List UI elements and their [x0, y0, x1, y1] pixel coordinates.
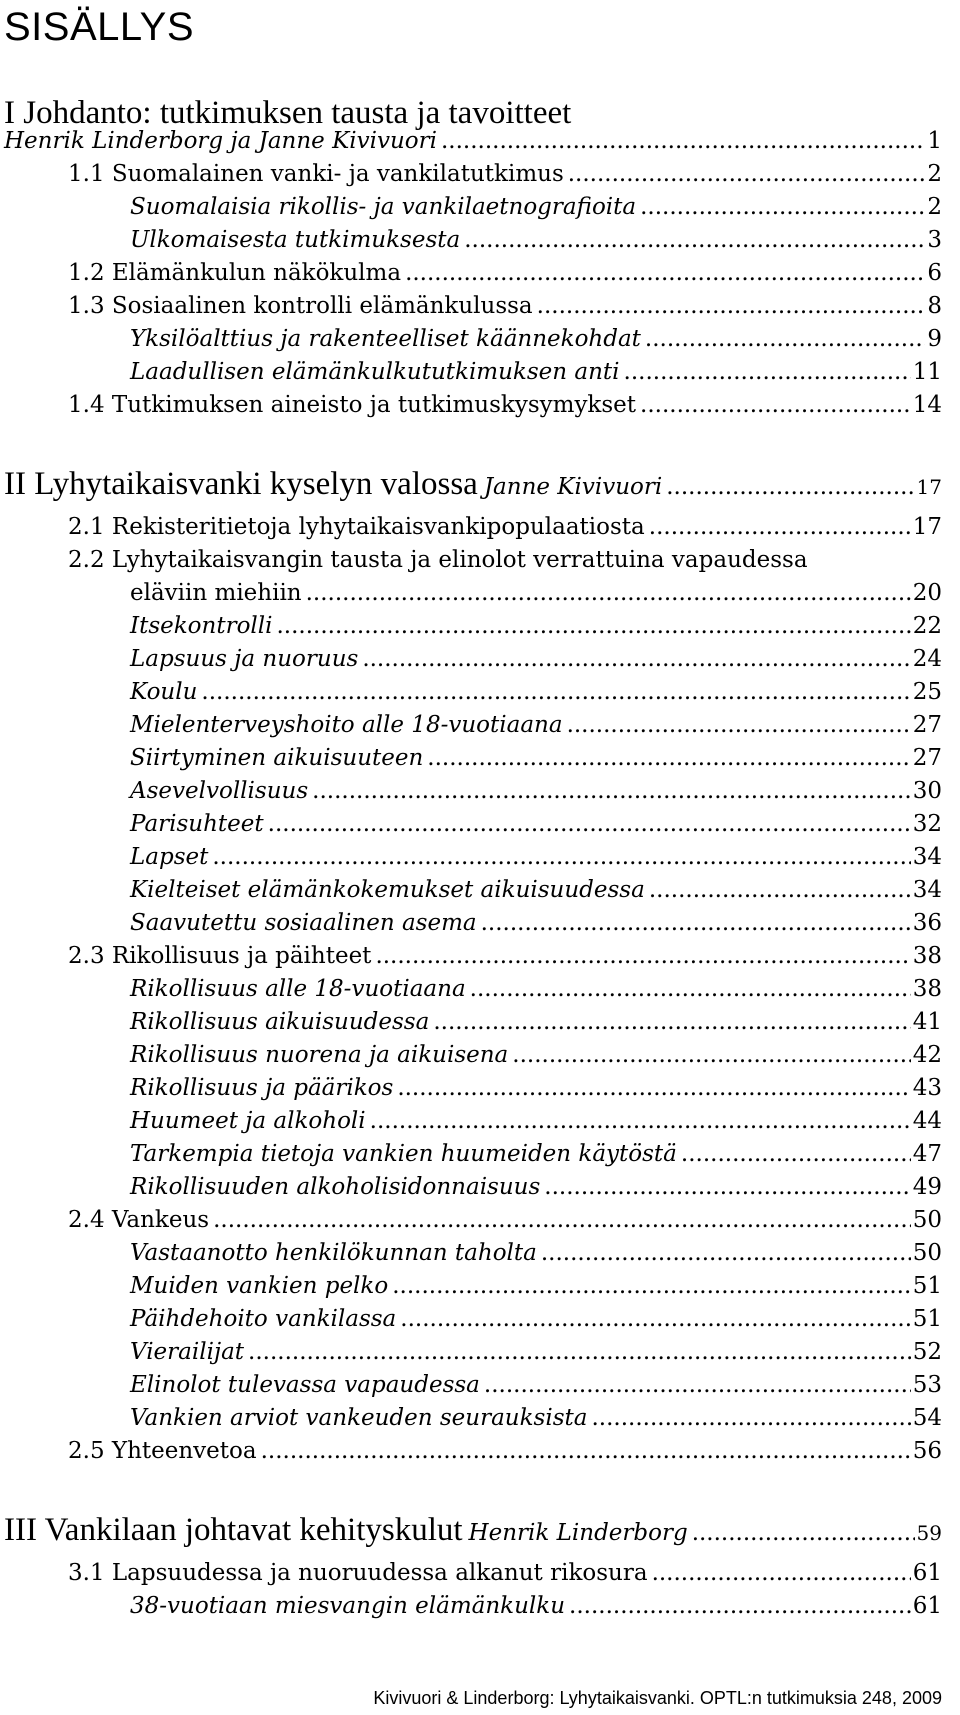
toc-entry-title: 3.1 Lapsuudessa ja nuoruudessa alkanut rikosura [68, 1560, 648, 1586]
dot-leader [640, 392, 911, 418]
page-number: 41 [912, 1009, 942, 1035]
page-number: 2 [927, 194, 942, 220]
part-1-entries [0, 128, 960, 425]
page-number: 22 [912, 613, 942, 639]
dot-leader [649, 514, 911, 540]
dot-leader [427, 745, 910, 771]
toc-entry-title: 2.5 Yhteenvetoa [68, 1438, 257, 1464]
dot-leader [248, 1339, 911, 1365]
page-number: 43 [912, 1075, 942, 1101]
page-number: 42 [912, 1042, 942, 1068]
dot-leader [213, 1207, 911, 1233]
toc-entry[interactable] [0, 227, 960, 260]
toc-title: SISÄLLYS [4, 5, 195, 49]
dot-leader [400, 1306, 910, 1332]
dot-leader [306, 580, 911, 606]
toc-entry[interactable] [0, 646, 960, 679]
page-number: 17 [912, 514, 942, 540]
dot-leader [433, 1009, 910, 1035]
toc-entry-title: 1.2 Elämänkulun näkökulma [68, 260, 402, 286]
toc-entry-title: Henrik Linderborg ja Janne Kivivuori [4, 128, 437, 154]
toc-entry-title: Tarkempia tietoja vankien huumeiden käytöstä [130, 1141, 677, 1167]
toc-entry-title: Elinolot tulevassa vapaudessa [130, 1372, 480, 1398]
dot-leader [568, 161, 926, 187]
toc-entry[interactable] [0, 1141, 960, 1174]
toc-entry-title: Rikollisuus aikuisuudessa [130, 1009, 430, 1035]
part-3-heading: III Vankilaan johtavat kehityskulut [4, 1512, 463, 1548]
toc-entry[interactable] [0, 128, 960, 161]
page-number: 61 [912, 1560, 942, 1586]
toc-entry-title: Koulu [130, 679, 198, 705]
dot-leader [441, 128, 925, 154]
toc-entry[interactable] [0, 1372, 960, 1405]
toc-entry-title: Siirtyminen aikuisuuteen [130, 745, 424, 771]
dot-leader [268, 811, 911, 837]
dot-leader [591, 1405, 910, 1431]
toc-entry[interactable] [0, 580, 960, 613]
toc-entry[interactable] [0, 1405, 960, 1438]
page-number: 20 [912, 580, 942, 606]
page-number: 27 [912, 712, 942, 738]
page-number: 32 [912, 811, 942, 837]
page-number: 50 [912, 1207, 942, 1233]
part-3-author: Henrik Linderborg [468, 1520, 688, 1546]
toc-entry[interactable] [0, 1306, 960, 1339]
toc-entry-title: Vankien arviot vankeuden seurauksista [130, 1405, 588, 1431]
dot-leader [666, 474, 914, 500]
page-number: 24 [912, 646, 942, 672]
toc-entry[interactable] [0, 745, 960, 778]
page-number: 56 [912, 1438, 942, 1464]
toc-entry-title: 2.2 Lyhytaikaisvangin tausta ja elinolot verrattuina vapaudessa [68, 547, 808, 573]
toc-entry-title: Yksilöalttius ja rakenteelliset käännekohdat [130, 326, 641, 352]
toc-entry-title: Suomalaisia rikollis- ja vankilaetnografioita [130, 194, 637, 220]
dot-leader [544, 1174, 910, 1200]
toc-entry[interactable] [0, 1075, 960, 1108]
toc-entry-title: Huumeet ja alkoholi [130, 1108, 366, 1134]
dot-leader [405, 260, 925, 286]
toc-entry-title: Kielteiset elämänkokemukset aikuisuudessa [130, 877, 645, 903]
dot-leader [392, 1273, 911, 1299]
dot-leader [649, 877, 911, 903]
toc-entry-title: Parisuhteet [130, 811, 264, 837]
toc-entry[interactable] [0, 1273, 960, 1306]
page-number: 52 [912, 1339, 942, 1365]
page-number: 34 [912, 844, 942, 870]
page-number: 54 [912, 1405, 942, 1431]
page-number: 50 [912, 1240, 942, 1266]
page-number: 38 [912, 976, 942, 1002]
page-number: 38 [912, 943, 942, 969]
page-number: 27 [912, 745, 942, 771]
part-3-heading-row[interactable] [0, 1512, 960, 1560]
part-title [4, 1512, 688, 1549]
dot-leader [681, 1141, 911, 1167]
toc-entry[interactable] [0, 1009, 960, 1042]
toc-entry-title: 38-vuotiaan miesvangin elämänkulku [130, 1593, 566, 1619]
part-3-entries [0, 1560, 960, 1626]
toc-entry[interactable] [0, 679, 960, 712]
page-number: 30 [912, 778, 942, 804]
page-number: 51 [912, 1273, 942, 1299]
dot-leader [484, 1372, 911, 1398]
toc-entry-title: 1.1 Suomalainen vanki- ja vankilatutkimus [68, 161, 564, 187]
page-number: 25 [912, 679, 942, 705]
dot-leader [652, 1560, 911, 1586]
dot-leader [370, 1108, 911, 1134]
toc-entry-title: 2.4 Vankeus [68, 1207, 210, 1233]
table-of-contents [0, 128, 960, 1626]
toc-entry[interactable] [0, 844, 960, 877]
toc-entry[interactable] [0, 392, 960, 425]
dot-leader [624, 359, 911, 385]
dot-leader [201, 679, 910, 705]
toc-entry[interactable] [0, 293, 960, 326]
toc-entry-title: 1.4 Tutkimuksen aineisto ja tutkimuskysymykset [68, 392, 637, 418]
dot-leader [512, 1042, 910, 1068]
dot-leader [397, 1075, 910, 1101]
dot-leader [277, 613, 911, 639]
part-2-author: Janne Kivivuori [483, 474, 663, 500]
dot-leader [375, 943, 910, 969]
dot-leader [692, 1520, 915, 1546]
page-number: 11 [912, 359, 942, 385]
dot-leader [362, 646, 910, 672]
toc-entry[interactable] [0, 778, 960, 811]
page-footer: Kivivuori & Linderborg: Lyhytaikaisvanki. OPTL:n tutkimuksia 248, 2009 [373, 1688, 942, 1708]
part-2-heading: II Lyhytaikaisvanki kyselyn valossa [4, 466, 478, 502]
toc-entry[interactable] [0, 514, 960, 547]
dot-leader [640, 194, 925, 220]
toc-entry-title: Muiden vankien pelko [130, 1273, 389, 1299]
dot-leader [470, 976, 911, 1002]
part-1-heading: I Johdanto: tutkimuksen tausta ja tavoitteet [4, 95, 572, 131]
toc-entry-title: Laadullisen elämänkulkututkimuksen anti [130, 359, 620, 385]
toc-entry[interactable] [0, 613, 960, 646]
toc-entry[interactable] [0, 1174, 960, 1207]
toc-entry[interactable] [0, 910, 960, 943]
page-number: 36 [912, 910, 942, 936]
toc-entry[interactable] [0, 712, 960, 745]
page-number: 2 [927, 161, 942, 187]
page-number: 17 [916, 475, 942, 499]
toc-entry[interactable] [0, 1339, 960, 1372]
page-number: 53 [912, 1372, 942, 1398]
page-number: 59 [916, 1521, 942, 1545]
toc-entry[interactable] [0, 161, 960, 194]
page-number: 49 [912, 1174, 942, 1200]
toc-entry-title: Vierailijat [130, 1339, 245, 1365]
toc-entry-title: Ulkomaisesta tutkimuksesta [130, 227, 461, 253]
part-title [4, 466, 662, 503]
dot-leader [261, 1438, 911, 1464]
toc-entry-title: Rikollisuuden alkoholisidonnaisuus [130, 1174, 541, 1200]
page-number: 9 [927, 326, 942, 352]
toc-entry-title: Lapsuus ja nuoruus [130, 646, 359, 672]
dot-leader [567, 712, 911, 738]
toc-entry[interactable] [0, 547, 960, 580]
toc-entry-title: Asevelvollisuus [130, 778, 309, 804]
toc-entry-title: eläviin miehiin [130, 580, 302, 606]
toc-entry[interactable] [0, 1560, 960, 1593]
toc-entry[interactable] [0, 359, 960, 392]
toc-entry-title: 1.3 Sosiaalinen kontrolli elämänkulussa [68, 293, 533, 319]
toc-entry[interactable] [0, 326, 960, 359]
toc-entry[interactable] [0, 260, 960, 293]
dot-leader [569, 1593, 911, 1619]
toc-entry[interactable] [0, 1108, 960, 1141]
toc-entry-title: Vastaanotto henkilökunnan taholta [130, 1240, 537, 1266]
toc-entry[interactable] [0, 1207, 960, 1240]
page-number: 6 [927, 260, 942, 286]
toc-entry[interactable] [0, 194, 960, 227]
page-number: 47 [912, 1141, 942, 1167]
page-number: 44 [912, 1108, 942, 1134]
toc-entry-title: Saavutettu sosiaalinen asema [130, 910, 477, 936]
page-number: 61 [912, 1593, 942, 1619]
dot-leader [312, 778, 911, 804]
toc-entry[interactable] [0, 1438, 960, 1471]
page-number: 3 [927, 227, 942, 253]
toc-entry[interactable] [0, 1240, 960, 1273]
toc-entry-title: 2.3 Rikollisuus ja päihteet [68, 943, 372, 969]
toc-entry[interactable] [0, 943, 960, 976]
toc-entry[interactable] [0, 1593, 960, 1626]
toc-entry-title: Rikollisuus nuorena ja aikuisena [130, 1042, 509, 1068]
toc-entry-title: Rikollisuus alle 18-vuotiaana [130, 976, 466, 1002]
part-2-heading-row[interactable] [0, 466, 960, 514]
page-number: 14 [912, 392, 942, 418]
toc-entry-title: 2.1 Rekisteritietoja lyhytaikaisvankipopulaatiosta [68, 514, 645, 540]
dot-leader [645, 326, 925, 352]
toc-entry-title: Mielenterveyshoito alle 18-vuotiaana [130, 712, 563, 738]
toc-entry[interactable] [0, 877, 960, 910]
page-number: 51 [912, 1306, 942, 1332]
toc-entry[interactable] [0, 976, 960, 1009]
page-number: 34 [912, 877, 942, 903]
toc-entry-title: Rikollisuus ja päärikos [130, 1075, 394, 1101]
toc-entry[interactable] [0, 811, 960, 844]
dot-leader [481, 910, 911, 936]
dot-leader [541, 1240, 911, 1266]
toc-entry-title: Päihdehoito vankilassa [130, 1306, 397, 1332]
part-2-entries [0, 514, 960, 1471]
toc-entry-title: Itsekontrolli [130, 613, 273, 639]
toc-entry-title: Lapset [130, 844, 209, 870]
page-number: 1 [927, 128, 942, 154]
toc-entry[interactable] [0, 1042, 960, 1075]
dot-leader [464, 227, 925, 253]
dot-leader [212, 844, 910, 870]
page-number: 8 [927, 293, 942, 319]
dot-leader [537, 293, 926, 319]
